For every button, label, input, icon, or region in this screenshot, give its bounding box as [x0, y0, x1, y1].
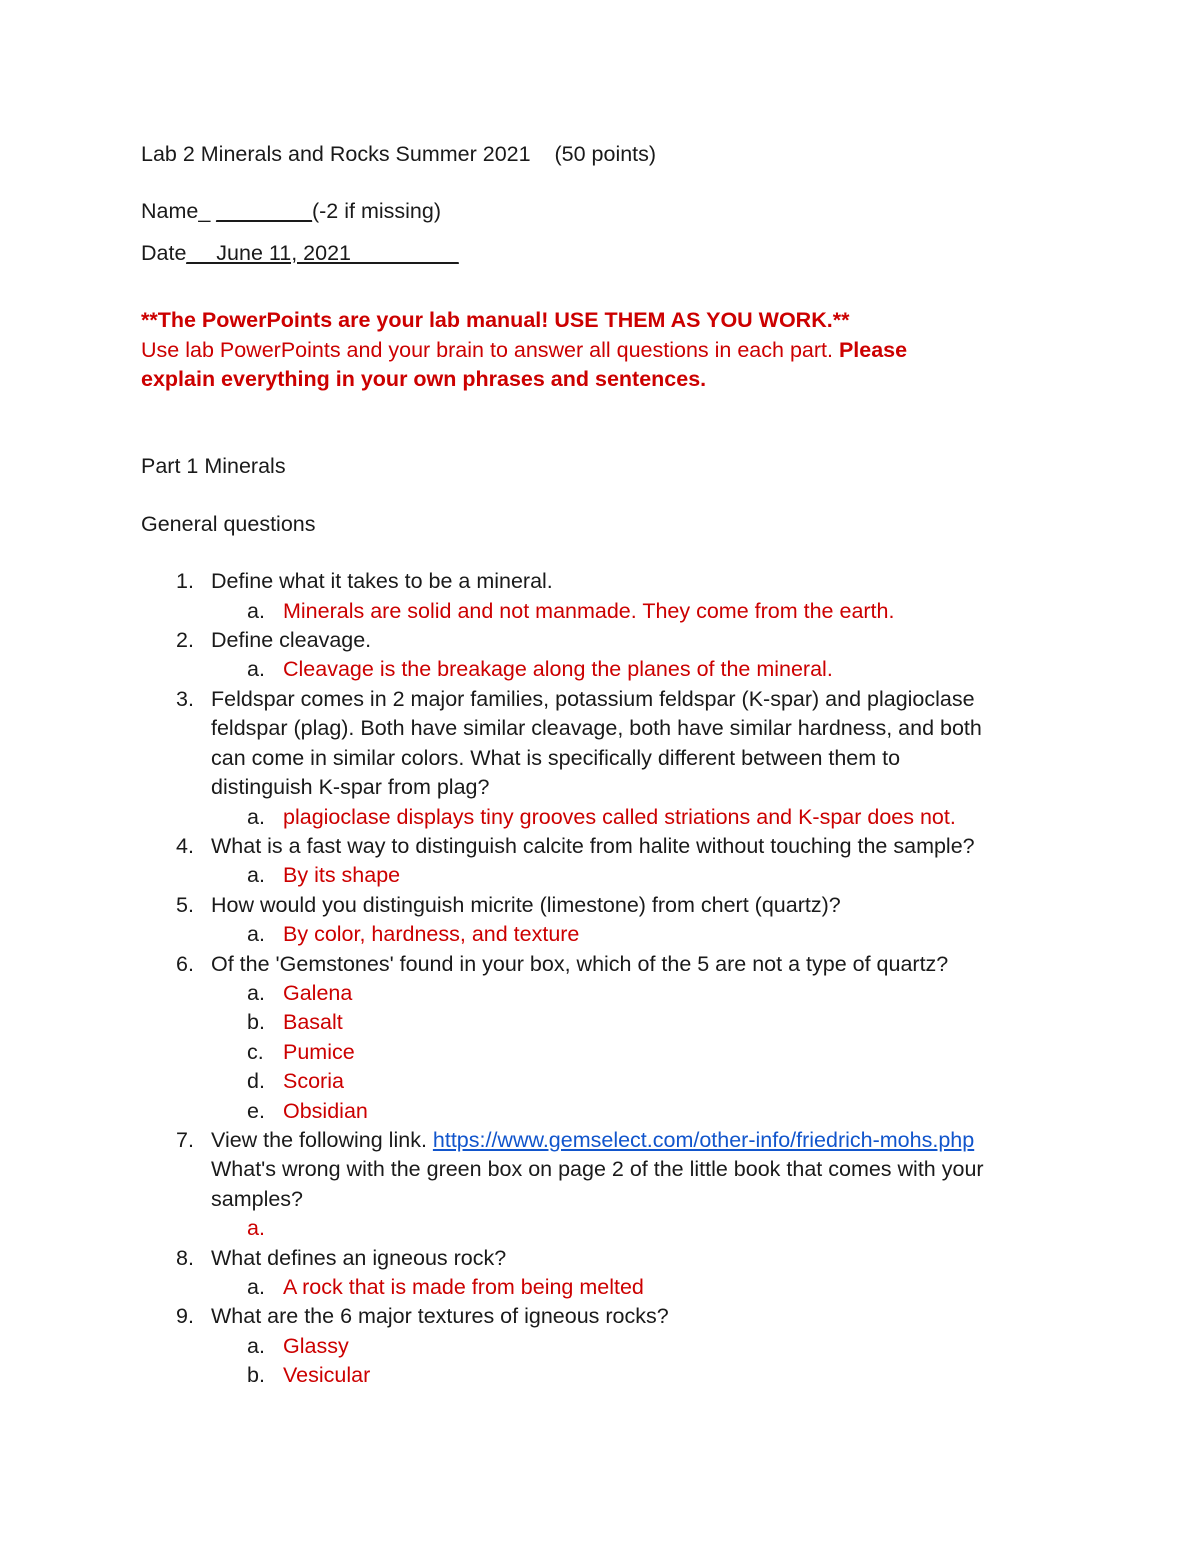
date-line [141, 239, 1071, 268]
general-questions-heading: General questions [141, 511, 316, 536]
answer-item [141, 803, 1071, 832]
part-1-title: Part 1 Minerals [141, 454, 286, 479]
answer-text[interactable] [212, 1214, 1071, 1243]
answer-letter: b. [247, 1363, 265, 1388]
document-page [141, 140, 1071, 1391]
answer-item [141, 1273, 1071, 1302]
notice-line-1: **The PowerPoints are your lab manual! USE THEM AS YOU WORK.** [141, 308, 850, 333]
question-text-line: feldspar (plag). Both have similar cleavage, both have similar hardness, and both [211, 716, 982, 741]
question-text: Define cleavage. [211, 628, 372, 653]
answer-text[interactable]: By its shape [283, 863, 401, 888]
notice-line-3: explain everything in your own phrases and sentences. [141, 367, 707, 392]
question-8 [141, 1244, 1071, 1303]
answer-text[interactable]: Pumice [283, 1039, 355, 1064]
question-number: 8. [176, 1245, 194, 1270]
answer-text[interactable]: Cleavage is the breakage along the planes of the mineral. [283, 657, 833, 682]
notice-line-2-text: Use lab PowerPoints and your brain to answer all questions in each part. [141, 337, 839, 362]
instructions-notice [141, 306, 1071, 394]
question-list [141, 567, 1071, 1390]
answer-letter: b. [247, 1010, 265, 1035]
answer-list [211, 803, 1071, 832]
date-value: _ _June 11, 2021_________ [186, 240, 459, 265]
answer-text[interactable]: Vesicular [283, 1363, 371, 1388]
answer-letter: a. [247, 804, 265, 829]
answer-text[interactable]: Scoria [283, 1069, 344, 1094]
answer-item [141, 1067, 1071, 1096]
answer-item [141, 1361, 1071, 1390]
answer-text[interactable]: A rock that is made from being melted [283, 1275, 644, 1299]
answer-letter: d. [247, 1069, 265, 1094]
question-number: 2. [176, 628, 194, 653]
answer-list [211, 979, 1071, 1126]
answer-item [141, 861, 1071, 890]
question-4 [141, 832, 1071, 891]
question-number: 5. [176, 892, 194, 917]
question-number: 4. [176, 833, 194, 858]
name-blank: ________ [216, 199, 312, 224]
answer-list [211, 1332, 1071, 1391]
answer-item [141, 1214, 1071, 1243]
answer-list [211, 1214, 1071, 1243]
answer-text[interactable]: plagioclase displays tiny grooves called striations and K-spar does not. [283, 804, 956, 829]
date-label: Date [141, 240, 187, 265]
question-text-line: What's wrong with the green box on page 2 of the little book that comes with your [211, 1157, 984, 1182]
lab-title: Lab 2 Minerals and Rocks Summer 2021 (50 points) [141, 142, 657, 166]
question-5 [141, 891, 1071, 950]
question-text: Of the 'Gemstones' found in your box, which of the 5 are not a type of quartz? [211, 951, 949, 976]
answer-item [141, 1097, 1071, 1126]
answer-text[interactable]: By color, hardness, and texture [283, 922, 580, 947]
answer-letter: a. [247, 1275, 265, 1299]
name-line [141, 197, 1071, 226]
question-number: 6. [176, 951, 194, 976]
answer-text[interactable]: Minerals are solid and not manmade. They come from the earth. [283, 598, 895, 623]
answer-letter: a. [247, 657, 265, 682]
question-number: 1. [176, 569, 194, 594]
answer-item [141, 920, 1071, 949]
answer-list [211, 655, 1071, 684]
answer-item [141, 1008, 1071, 1037]
answer-list [211, 1273, 1071, 1302]
answer-item [141, 655, 1071, 684]
answer-letter: a. [247, 922, 265, 947]
answer-text[interactable]: Basalt [283, 1010, 343, 1035]
notice-line-2 [141, 336, 1071, 365]
answer-letter: a. [247, 598, 265, 623]
question-text-line: Feldspar comes in 2 major families, potassium feldspar (K-spar) and plagioclase [211, 686, 975, 711]
answer-list [211, 597, 1071, 626]
question-text-line: can come in similar colors. What is specifically different between them to [211, 745, 901, 770]
answer-item [141, 1332, 1071, 1361]
question-7 [141, 1126, 1071, 1244]
name-label: Name_ [141, 199, 217, 224]
answer-letter: e. [247, 1098, 265, 1123]
question-3 [141, 685, 1071, 832]
question-number: 3. [176, 686, 194, 711]
question-number: 7. [176, 1127, 194, 1152]
answer-list [211, 861, 1071, 890]
answer-letter: c. [247, 1039, 264, 1064]
question-text-line: distinguish K-spar from plag? [211, 775, 490, 800]
answer-text[interactable]: Galena [283, 980, 353, 1005]
question-text: Define what it takes to be a mineral. [211, 569, 553, 594]
answer-item [141, 1038, 1071, 1067]
answer-letter: a. [247, 863, 265, 888]
question-text-line [211, 1126, 1071, 1155]
question-2 [141, 626, 1071, 685]
name-note: (-2 if missing) [311, 199, 441, 224]
question-9 [141, 1302, 1071, 1390]
notice-line-2-bold: Please [838, 337, 908, 362]
answer-list [211, 920, 1071, 949]
question-text-prefix: View the following link. [211, 1127, 433, 1152]
question-text: What defines an igneous rock? [211, 1245, 507, 1270]
answer-letter: a. [247, 1333, 265, 1358]
question-6 [141, 950, 1071, 1126]
question-text: What is a fast way to distinguish calcite from halite without touching the sample? [211, 833, 975, 858]
answer-item [141, 979, 1071, 1008]
question-text-line: samples? [211, 1186, 304, 1211]
answer-text[interactable]: Glassy [283, 1333, 349, 1358]
question-1 [141, 567, 1071, 626]
question-text: How would you distinguish micrite (limestone) from chert (quartz)? [211, 892, 841, 917]
answer-text[interactable]: Obsidian [283, 1098, 368, 1123]
answer-item [141, 597, 1071, 626]
gemselect-link[interactable]: https://www.gemselect.com/other-info/friedrich-mohs.php [432, 1127, 975, 1152]
answer-letter: a. [247, 1216, 265, 1241]
question-text: What are the 6 major textures of igneous rocks? [211, 1304, 669, 1329]
answer-letter: a. [247, 980, 265, 1005]
question-number: 9. [176, 1304, 194, 1329]
